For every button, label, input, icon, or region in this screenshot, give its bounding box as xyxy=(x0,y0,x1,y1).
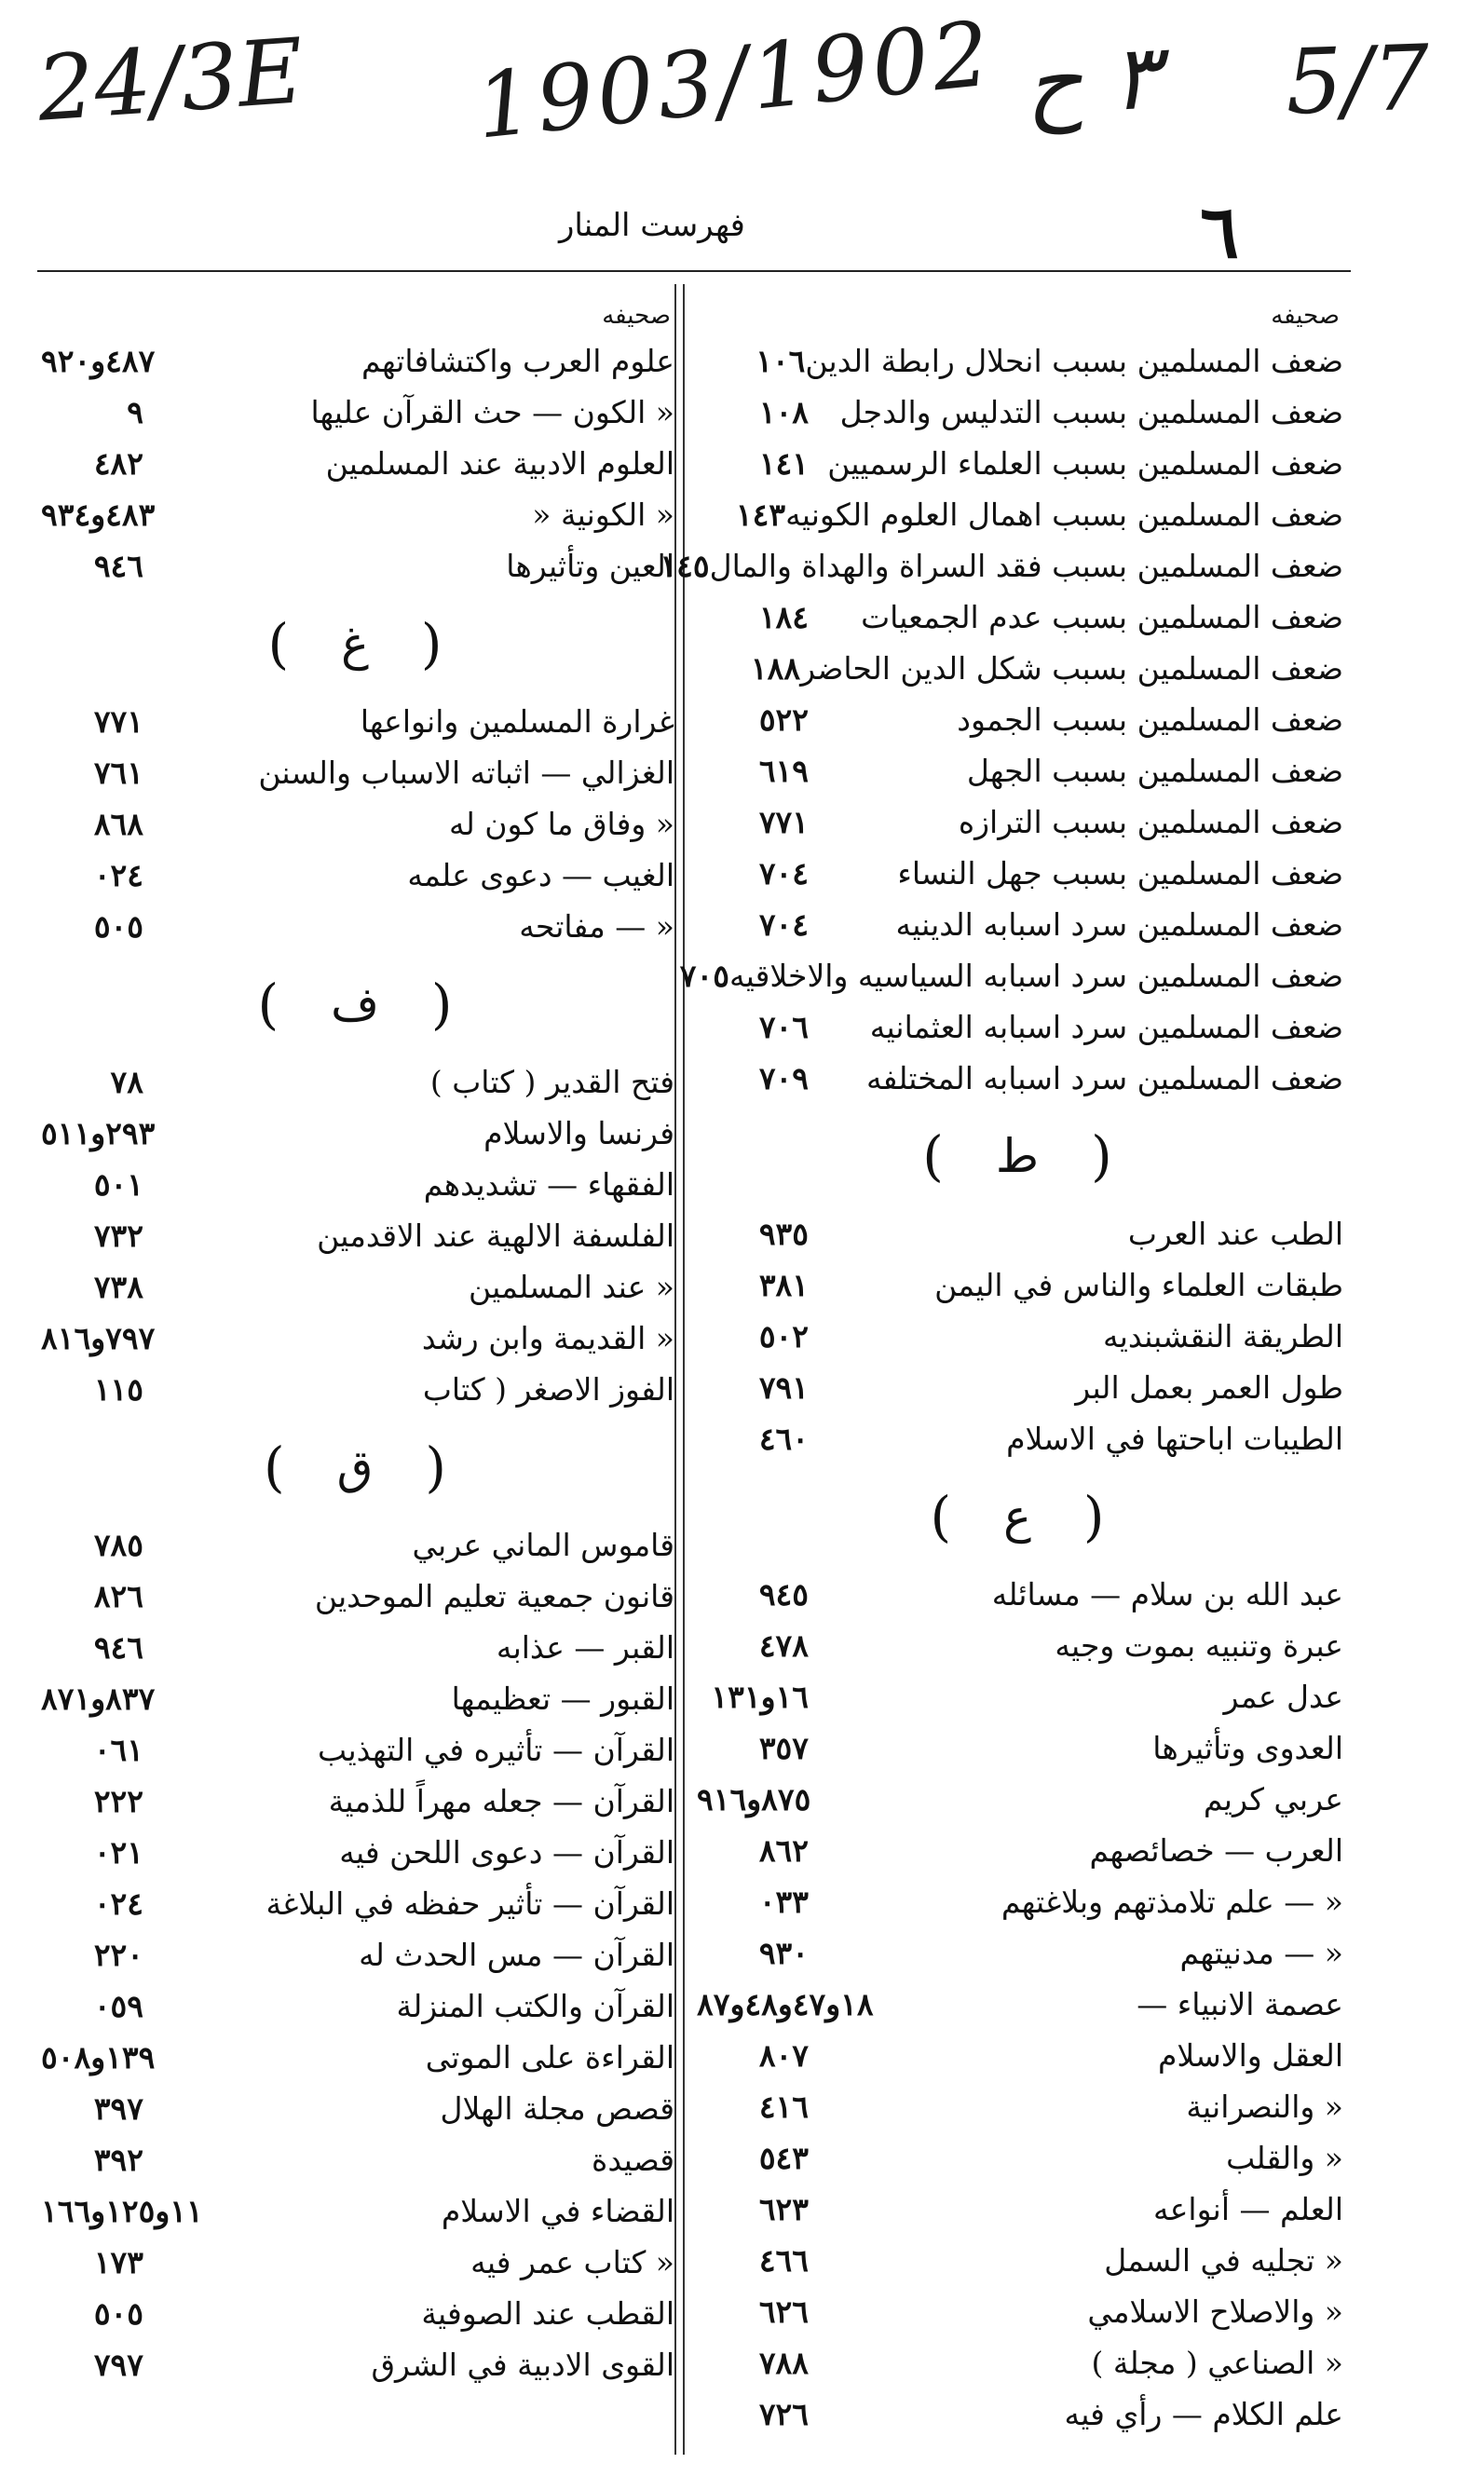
entry-title: الطيبات اباحتها في الاسلام xyxy=(1006,1421,1343,1457)
entry-page-number: ٥٤٣ xyxy=(758,2140,809,2176)
index-entry xyxy=(691,1311,1343,1362)
entry-page-number: ١١٥ xyxy=(93,1371,143,1408)
index-entry xyxy=(691,2286,1343,2337)
index-entry xyxy=(35,1056,674,1108)
entry-title: الفقهاء — تشديدهم xyxy=(423,1166,674,1203)
entry-title: القراءة على الموتى xyxy=(425,2039,674,2076)
index-entry xyxy=(35,747,674,798)
index-entry xyxy=(35,540,674,592)
entry-title: قصيدة xyxy=(592,2142,674,2178)
entry-page-number: ١٠٦ xyxy=(756,343,806,379)
entry-title: ضعف المسلمين سرد اسبابه المختلفه xyxy=(865,1060,1343,1096)
entry-title: الطريقة النقشبنديه xyxy=(1103,1318,1343,1354)
index-entry xyxy=(35,850,674,901)
entry-title: « الكونية « xyxy=(532,497,674,533)
header-rule xyxy=(37,270,1351,272)
entry-group xyxy=(35,335,674,592)
entry-title: « تجليه في السمل xyxy=(1104,2242,1343,2279)
entry-group xyxy=(660,335,1343,1104)
entry-title: عدل عمر xyxy=(1223,1679,1343,1715)
index-entry xyxy=(35,1980,674,2032)
annotation-years: 1903/1902 xyxy=(470,1,999,159)
entry-page-number: ٤٧٨ xyxy=(758,1627,809,1664)
annotation-left: 24/3E xyxy=(34,19,307,142)
entry-page-number: ٧٣٨ xyxy=(93,1269,143,1305)
index-entry xyxy=(679,950,1343,1001)
entry-page-number: ١٧٣ xyxy=(93,2244,143,2280)
entry-page-number: ٧٠٥ xyxy=(679,958,729,994)
entry-page-number: ٧٩١ xyxy=(758,1369,809,1406)
entry-page-number: ٩٣٥ xyxy=(758,1216,809,1252)
entry-title: ضعف المسلمين بسبب شكل الدين الحاضر xyxy=(800,650,1343,687)
entry-page-number: ٥٠١ xyxy=(93,1166,143,1203)
entry-title: « القديمة وابن رشد xyxy=(421,1320,674,1356)
entry-title: القوى الادبية في الشرق xyxy=(371,2347,674,2383)
letter-heading: ( ع ) xyxy=(930,1485,1105,1548)
left-column xyxy=(35,296,674,2390)
entry-page-number: ٧٨ xyxy=(110,1064,143,1100)
entry-page-number: ٦١٩ xyxy=(758,753,809,789)
entry-page-number: ٩٣٠ xyxy=(758,1935,809,1971)
entry-page-number: ٠٦١ xyxy=(93,1732,143,1768)
entry-title: ضعف المسلمين بسبب الجهل xyxy=(966,753,1343,789)
index-entry xyxy=(691,2235,1343,2286)
index-entry xyxy=(35,1519,674,1571)
index-entry xyxy=(35,335,674,387)
entry-title: ضعف المسلمين سرد اسبابه السياسيه والاخلاقيه xyxy=(728,958,1343,994)
entry-title: الفوز الاصغر ( كتاب xyxy=(422,1371,674,1408)
index-entry xyxy=(691,1259,1343,1311)
entry-page-number: ١١و١٢٥و١٦٦ xyxy=(41,2193,203,2229)
index-entry xyxy=(35,2032,674,2083)
index-entry xyxy=(691,796,1343,848)
entry-page-number: ٧٠٤ xyxy=(758,906,809,943)
index-entry xyxy=(691,2132,1343,2184)
index-entry xyxy=(35,1210,674,1261)
entry-title: ضعف المسلمين بسبب عدم الجمعيات xyxy=(861,599,1343,635)
index-entry xyxy=(691,1362,1343,1413)
index-entry xyxy=(691,1876,1343,1927)
index-entry xyxy=(691,1722,1343,1774)
page-column-heading: صحيفه xyxy=(602,302,671,330)
annotation-mark: ٣ ح xyxy=(1022,24,1162,136)
entry-page-number: ٧٠٦ xyxy=(758,1009,809,1045)
entry-title: ضعف المسلمين بسبب فقد السراة والهداة والمال xyxy=(709,548,1343,584)
entry-page-number: ٥٠٥ xyxy=(93,908,143,945)
index-entry xyxy=(691,1208,1343,1259)
entry-page-number: ٥٢٢ xyxy=(758,701,809,738)
entry-page-number: ٧٩٧ xyxy=(93,2347,143,2383)
entry-title: العين وتأثيرها xyxy=(506,548,674,584)
entry-title: طبقات العلماء والناس في اليمن xyxy=(934,1267,1343,1303)
entry-title: ضعف المسلمين بسبب الجمود xyxy=(957,701,1343,738)
entry-title: غرارة المسلمين وانواعها xyxy=(360,703,674,740)
entry-title: « — علم تلامذتهم وبلاغتهم xyxy=(1001,1884,1343,1920)
entry-title: القطب عند الصوفية xyxy=(421,2295,674,2332)
annotation-right: 5/7 xyxy=(1284,25,1432,135)
index-entry xyxy=(691,2184,1343,2235)
index-entry xyxy=(35,489,674,540)
index-entry xyxy=(691,2389,1343,2440)
index-entry xyxy=(691,1001,1343,1053)
index-entry xyxy=(35,1108,674,1159)
entry-page-number: ٦٢٦ xyxy=(758,2293,809,2330)
index-entry xyxy=(35,387,674,438)
entry-page-number: ٤٨٧و٩٢٠ xyxy=(41,343,156,379)
entry-title: ضعف المسلمين بسبب الترازه xyxy=(958,804,1343,840)
entry-page-number: ٨٠٧ xyxy=(758,2037,809,2074)
entry-title: القرآن — جعله مهراً للذمية xyxy=(328,1783,674,1819)
entry-title: « والقلب xyxy=(1226,2140,1343,2176)
entry-title: الطب عند العرب xyxy=(1127,1216,1343,1252)
index-entry xyxy=(35,1622,674,1673)
entry-page-number: ٩ xyxy=(127,394,143,430)
index-entry xyxy=(691,1825,1343,1876)
entry-group xyxy=(35,1056,674,1415)
entry-page-number: ١٠٨ xyxy=(758,394,809,430)
entry-page-number: ٧٠٩ xyxy=(758,1060,809,1096)
entry-title: القرآن — مس الحدث له xyxy=(359,1937,674,1973)
letter-heading-char: ع xyxy=(1003,1490,1031,1544)
entry-title: ضعف المسلمين بسبب العلماء الرسميين xyxy=(827,445,1343,482)
index-entry xyxy=(35,1364,674,1415)
entry-group xyxy=(691,1208,1343,1464)
letter-heading: ( ف ) xyxy=(257,973,453,1036)
letter-heading-char: ق xyxy=(336,1440,374,1494)
letter-heading: ( غ ) xyxy=(267,612,442,675)
index-entry xyxy=(691,1413,1343,1464)
index-entry xyxy=(691,592,1343,643)
entry-title: « وفاق ما كون له xyxy=(449,806,674,842)
letter-heading-char: ف xyxy=(331,977,379,1031)
entry-page-number: ١٦و١٣١ xyxy=(711,1679,809,1715)
entry-title: « الكون — حث القرآن عليها xyxy=(310,394,674,430)
entry-title: علوم العرب واكتشافاتهم xyxy=(361,343,674,379)
entry-page-number: ٤٦٠ xyxy=(758,1421,809,1457)
entry-title: فرنسا والاسلام xyxy=(483,1115,674,1151)
index-entry xyxy=(691,335,1343,387)
index-entry xyxy=(35,1878,674,1929)
entry-page-number: ٤١٦ xyxy=(758,2089,809,2125)
entry-page-number: ٣٨١ xyxy=(758,1267,809,1303)
index-entry xyxy=(691,2030,1343,2081)
index-entry xyxy=(691,1569,1343,1620)
entry-page-number: ١٤١ xyxy=(758,445,809,482)
entry-title: قاموس الماني عربي xyxy=(412,1527,674,1563)
page-header xyxy=(56,190,1239,275)
entry-page-number: ٧٨٥ xyxy=(93,1527,143,1563)
index-entry xyxy=(35,2339,674,2390)
page-column-heading: صحيفه xyxy=(1271,302,1340,330)
entry-page-number: ١٣٩و٥٠٨ xyxy=(41,2039,156,2076)
entry-page-number: ٧٧١ xyxy=(758,804,809,840)
right-column xyxy=(660,296,1343,2440)
entry-page-number: ٧٢٦ xyxy=(758,2396,809,2432)
entry-title: « والاصلاح الاسلامي xyxy=(1087,2293,1343,2330)
entry-title: العلوم الادبية عند المسلمين xyxy=(325,445,674,482)
entry-title: القبر — عذابه xyxy=(496,1629,674,1666)
entry-page-number: ٤٨٢ xyxy=(93,445,143,482)
entry-title: ضعف المسلمين بسبب جهل النساء xyxy=(897,855,1343,891)
entry-page-number: ٠٢٤ xyxy=(93,857,143,893)
entry-title: « والنصرانية xyxy=(1186,2089,1343,2125)
entry-title: القبور — تعظيمها xyxy=(451,1681,674,1717)
entry-title: ضعف المسلمين بسبب التدليس والدجل xyxy=(839,394,1343,430)
entry-page-number: ٠٢٤ xyxy=(93,1885,143,1922)
entry-title: ضعف المسلمين سرد اسبابه الدينيه xyxy=(895,906,1343,943)
entry-page-number: ٧٠٤ xyxy=(758,855,809,891)
entry-title: القرآن — دعوى اللحن فيه xyxy=(339,1834,674,1871)
index-entry xyxy=(35,1929,674,1980)
entry-page-number: ٣٩٧ xyxy=(93,2090,143,2127)
entry-page-number: ١٤٥ xyxy=(660,548,710,584)
entry-title: فتح القدير ( كتاب ) xyxy=(429,1064,674,1100)
entry-title: الغزالي — اثباته الاسباب والسنن xyxy=(258,755,674,791)
entry-page-number: ٠٥٩ xyxy=(93,1988,143,2024)
index-entry xyxy=(35,1571,674,1622)
entry-title: القرآن والكتب المنزلة xyxy=(396,1988,674,2024)
index-entry xyxy=(35,1673,674,1724)
entry-page-number: ٣٥٧ xyxy=(758,1730,809,1766)
index-entry xyxy=(35,2134,674,2185)
entry-page-number: ٤٦٦ xyxy=(758,2242,809,2279)
entry-title: القضاء في الاسلام xyxy=(441,2193,674,2229)
index-entry xyxy=(691,2337,1343,2389)
entry-title: العرب — خصائصهم xyxy=(1089,1832,1343,1869)
entry-page-number: ٧٧١ xyxy=(93,703,143,740)
entry-page-number: ٠٢١ xyxy=(93,1834,143,1871)
entry-title: قصص مجلة الهلال xyxy=(440,2090,674,2127)
entry-title: ضعف المسلمين بسبب اهمال العلوم الكونيه xyxy=(785,497,1343,533)
entry-title: الغيب — دعوى علمه xyxy=(407,857,674,893)
entry-title: علم الكلام — رأي فيه xyxy=(1064,2396,1343,2432)
letter-heading-char: ط xyxy=(995,1129,1040,1183)
index-entry xyxy=(660,540,1343,592)
index-entry xyxy=(35,696,674,747)
entry-page-number: ١٨٨ xyxy=(750,650,801,687)
entry-page-number: ٩٤٦ xyxy=(93,1629,143,1666)
index-entry xyxy=(35,1776,674,1827)
index-entry xyxy=(691,899,1343,950)
entry-group xyxy=(691,1569,1343,2440)
index-entry xyxy=(691,1927,1343,1979)
entry-page-number: ٦٢٣ xyxy=(758,2191,809,2227)
index-entry xyxy=(691,2081,1343,2132)
handwritten-annotation xyxy=(34,1,1444,186)
entry-title: عبرة وتنبيه بموت وجيه xyxy=(1055,1627,1343,1664)
entry-page-number: ٢٩٣و٥١١ xyxy=(41,1115,156,1151)
index-entry xyxy=(35,798,674,850)
entry-page-number: ٢٢٠ xyxy=(93,1937,143,1973)
entry-page-number: ٩٤٦ xyxy=(93,548,143,584)
entry-page-number: ٨٧٥و٩١٦ xyxy=(697,1781,811,1817)
entry-page-number: ٨٦٢ xyxy=(758,1832,809,1869)
entry-title: ضعف المسلمين سرد اسبابه العثمانيه xyxy=(869,1009,1343,1045)
entry-title: « عند المسلمين xyxy=(469,1269,674,1305)
entry-page-number: ٨٦٨ xyxy=(93,806,143,842)
index-entry xyxy=(35,2237,674,2288)
entry-title: الفلسفة الالهية عند الاقدمين xyxy=(317,1218,674,1254)
index-entry xyxy=(691,745,1343,796)
page-number: ٦ xyxy=(1200,190,1239,275)
index-entry xyxy=(691,1774,1343,1825)
entry-page-number: ٨٢٦ xyxy=(93,1578,143,1614)
index-entry xyxy=(35,1724,674,1776)
entry-title: القرآن — تأثيره في التهذيب xyxy=(318,1732,674,1768)
entry-page-number: ٧٨٨ xyxy=(758,2345,809,2381)
index-entry xyxy=(691,1620,1343,1671)
entry-page-number: ٥٠٥ xyxy=(93,2295,143,2332)
entry-title: القرآن — تأثير حفظه في البلاغة xyxy=(265,1885,674,1922)
index-entry xyxy=(35,901,674,952)
entry-title: ضعف المسلمين بسبب انحلال رابطة الدين xyxy=(805,343,1343,379)
index-entry xyxy=(691,1671,1343,1722)
index-entry xyxy=(691,489,1343,540)
index-entry xyxy=(35,2185,674,2237)
index-entry xyxy=(35,2083,674,2134)
entry-page-number: ١٤٣ xyxy=(735,497,786,533)
entry-title: عربي كريم xyxy=(1203,1781,1343,1817)
letter-heading-char: غ xyxy=(341,617,369,671)
entry-title: « كتاب عمر فيه xyxy=(470,2244,674,2280)
entry-title: عبد الله بن سلام — مسائله xyxy=(991,1576,1343,1613)
index-entry xyxy=(691,643,1343,694)
index-entry xyxy=(35,438,674,489)
index-entry xyxy=(35,1313,674,1364)
entry-page-number: ٤٨٣و٩٣٤ xyxy=(41,497,156,533)
entry-group xyxy=(35,1519,674,2390)
entry-title: عصمة الانبياء — xyxy=(1137,1986,1343,2022)
index-entry xyxy=(691,438,1343,489)
letter-heading: ( ق ) xyxy=(263,1436,447,1499)
entry-page-number: ١٨٤ xyxy=(758,599,809,635)
column-divider xyxy=(674,284,685,2455)
entry-page-number: ٠٣٣ xyxy=(758,1884,809,1920)
entry-title: « الصناعي ( مجلة ) xyxy=(1091,2345,1343,2381)
entry-page-number: ٩٤٥ xyxy=(758,1576,809,1613)
entry-title: قانون جمعية تعليم الموحدين xyxy=(314,1578,674,1614)
entry-title: « — مفاتحه xyxy=(519,908,674,945)
entry-page-number: ٣٩٢ xyxy=(93,2142,143,2178)
letter-heading: ( ط ) xyxy=(922,1124,1112,1188)
entry-title: العلم — أنواعه xyxy=(1153,2191,1343,2227)
index-entry xyxy=(691,694,1343,745)
entry-page-number: ٥٠٢ xyxy=(758,1318,809,1354)
index-entry xyxy=(35,1261,674,1313)
entry-group xyxy=(35,696,674,952)
entry-page-number: ٨٣٧و٨٧١ xyxy=(41,1681,156,1717)
entry-title: « — مدنيتهم xyxy=(1179,1935,1343,1971)
index-entry xyxy=(35,2288,674,2339)
entry-page-number: ٧٦١ xyxy=(93,755,143,791)
entry-title: طول العمر بعمل البر xyxy=(1075,1369,1343,1406)
index-entry xyxy=(35,1827,674,1878)
index-entry xyxy=(691,1979,1343,2030)
entry-page-number: ١٨و٤٧و٤٨و٨٧ xyxy=(697,1986,874,2022)
page-title: فهرست المنار xyxy=(559,207,745,244)
index-entry xyxy=(691,1053,1343,1104)
entry-title: العدوى وتأثيرها xyxy=(1152,1730,1343,1766)
index-entry xyxy=(691,387,1343,438)
entry-page-number: ٧٩٧و٨١٦ xyxy=(41,1320,156,1356)
entry-title: العقل والاسلام xyxy=(1157,2037,1343,2074)
index-entry xyxy=(35,1159,674,1210)
index-entry xyxy=(691,848,1343,899)
entry-page-number: ٧٣٢ xyxy=(93,1218,143,1254)
entry-page-number: ٢٢٢ xyxy=(93,1783,143,1819)
